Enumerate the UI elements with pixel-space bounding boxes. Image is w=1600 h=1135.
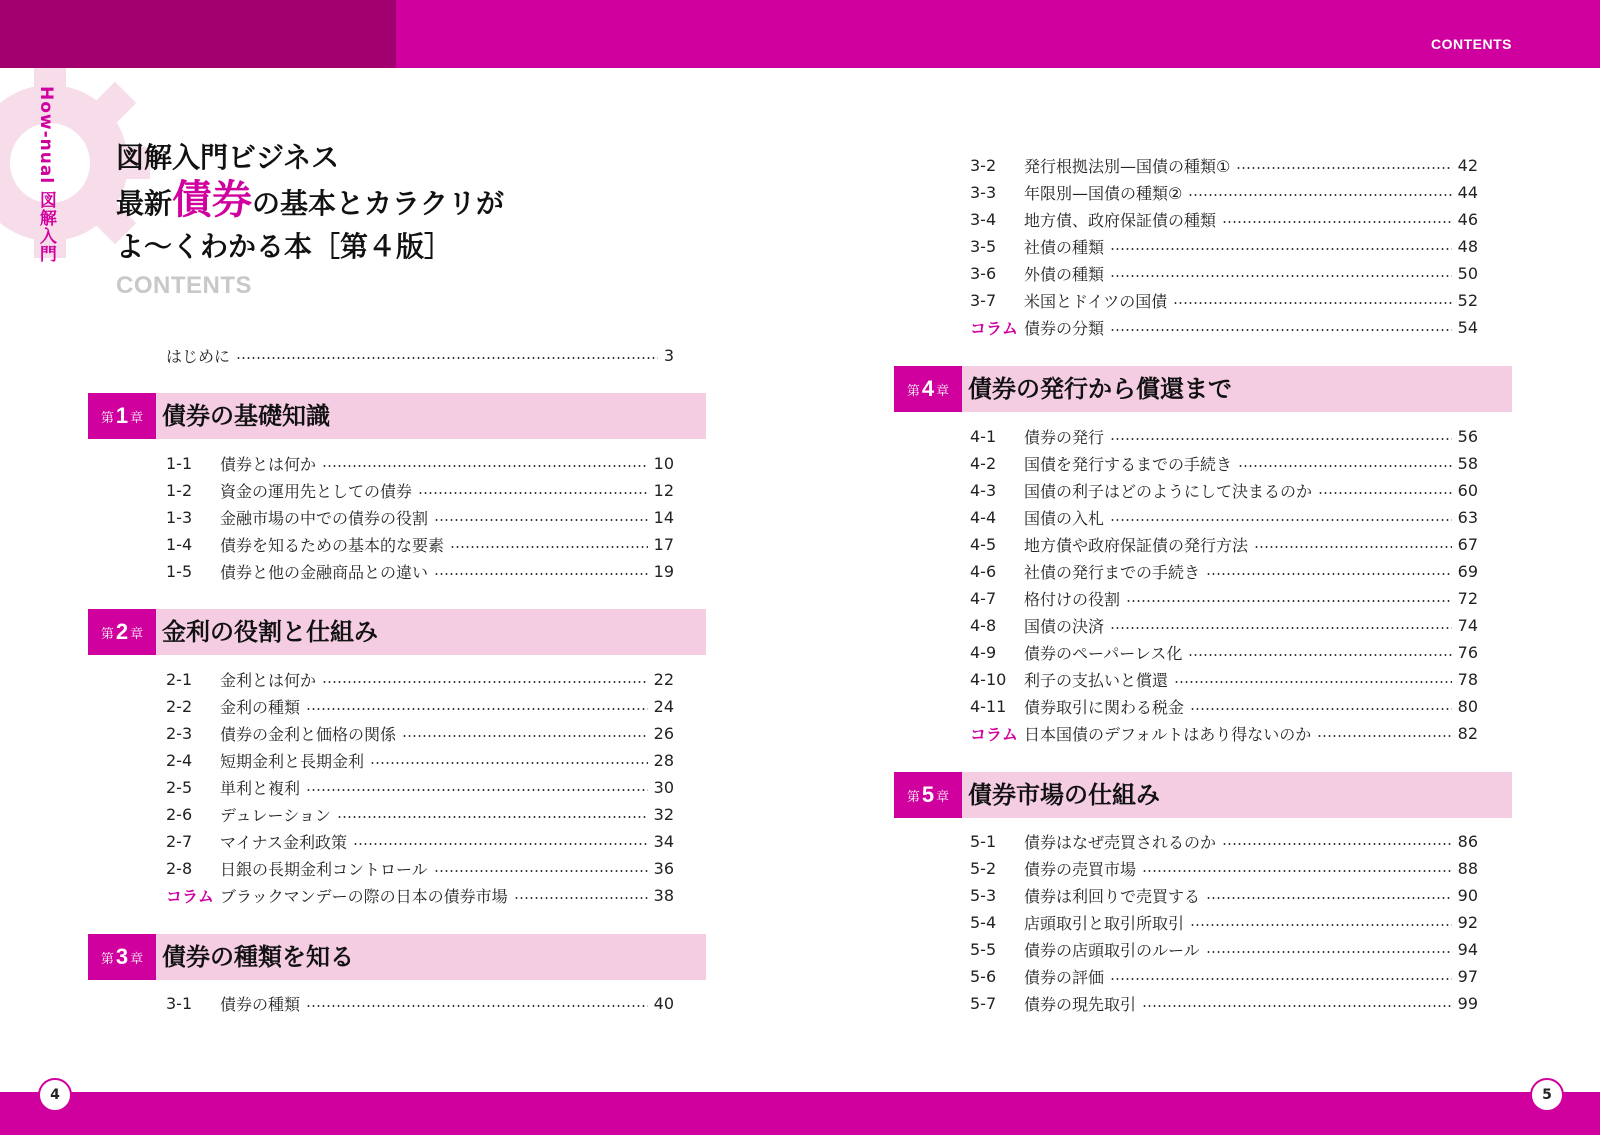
entry-page: 92: [1457, 913, 1478, 932]
toc-entry[interactable]: [970, 504, 1478, 531]
entry-page: 36: [653, 859, 674, 878]
leader-dots: [514, 897, 648, 899]
chapter-4-heading[interactable]: [894, 366, 1512, 412]
toc-column-entry[interactable]: [970, 720, 1478, 747]
entry-page: 19: [653, 562, 674, 581]
entry-number: 2-1: [166, 670, 193, 689]
chapter-number: 4: [921, 376, 935, 401]
chapter-suffix: 章: [936, 789, 950, 805]
leader-dots: [1222, 843, 1452, 845]
entry-number: 4-1: [970, 427, 997, 446]
chapter-badge: [88, 609, 156, 655]
entry-title: 地方債、政府保証債の種類: [1024, 211, 1217, 230]
leader-dots: [434, 573, 648, 575]
toc-entry[interactable]: [166, 747, 674, 774]
column-label: コラム: [970, 725, 1018, 744]
entry-page: 56: [1457, 427, 1478, 446]
leader-dots: [306, 1005, 648, 1007]
leader-dots: [1188, 194, 1451, 196]
leader-dots: [1110, 275, 1452, 277]
leader-dots: [322, 465, 648, 467]
leader-dots: [1174, 681, 1452, 683]
entry-number: 4-4: [970, 508, 997, 527]
entry-page: 88: [1457, 859, 1478, 878]
toc-entry[interactable]: [166, 450, 674, 477]
entry-title: 金融市場の中での債券の役割: [220, 509, 429, 528]
toc-entry[interactable]: [970, 963, 1478, 990]
entry-number: 1-2: [166, 481, 193, 500]
entry-title: 債券取引に関わる税金: [1024, 698, 1185, 717]
entry-page: 30: [653, 778, 674, 797]
entry-title: 社債の発行までの手続き: [1024, 563, 1201, 582]
entry-page: 97: [1457, 967, 1478, 986]
chapter-suffix: 章: [130, 626, 144, 642]
entry-number: 5-1: [970, 832, 997, 851]
entry-title: ブラックマンデーの際の日本の債券市場: [220, 887, 508, 906]
entry-title: 債券のペーパーレス化: [1024, 644, 1183, 663]
toc-intro-page: 3: [663, 346, 674, 365]
leader-dots: [1236, 167, 1451, 169]
chapter-title: 金利の役割と仕組み: [162, 618, 378, 646]
leader-dots: [370, 762, 648, 764]
book-title-accent: 債券: [172, 177, 253, 223]
entry-number: 2-5: [166, 778, 193, 797]
chapter-badge: [88, 393, 156, 439]
entry-page: 60: [1457, 481, 1478, 500]
leader-dots: [306, 708, 648, 710]
entry-page: 48: [1457, 237, 1478, 256]
chapter-suffix: 章: [130, 410, 144, 426]
chapter-title: 債券の発行から償還まで: [968, 375, 1232, 403]
leader-dots: [1206, 897, 1452, 899]
chapter-prefix: 第: [100, 626, 114, 642]
entry-title: 米国とドイツの国債: [1024, 292, 1168, 311]
entry-title: 利子の支払いと償還: [1024, 671, 1169, 690]
leader-dots: [1206, 573, 1452, 575]
toc-entry[interactable]: [166, 828, 674, 855]
entry-title: 外債の種類: [1024, 265, 1105, 284]
entry-title: 国債を発行するまでの手続き: [1024, 455, 1233, 474]
entry-number: 1-3: [166, 508, 193, 527]
entry-number: 1-5: [166, 562, 193, 581]
entry-title: 地方債や政府保証債の発行方法: [1024, 536, 1249, 555]
entry-number: 2-3: [166, 724, 193, 743]
chapter-prefix: 第: [100, 951, 114, 967]
toc-entry[interactable]: [166, 477, 674, 504]
entry-title: 債券はなぜ売買されるのか: [1024, 833, 1217, 852]
chapter-3-heading[interactable]: [88, 934, 706, 980]
entry-title: 債券と他の金融商品との違い: [220, 563, 429, 582]
entry-number: 4-8: [970, 616, 997, 635]
entry-page: 26: [653, 724, 674, 743]
chapter-title: 債券市場の仕組み: [968, 781, 1160, 809]
entry-title: 債券を知るための基本的な要素: [220, 536, 445, 555]
toc-entry[interactable]: [970, 531, 1478, 558]
column-label: コラム: [970, 319, 1018, 338]
entry-number: 3-2: [970, 156, 997, 175]
toc-entry[interactable]: [166, 774, 674, 801]
entry-page: 14: [653, 508, 674, 527]
leader-dots: [1190, 708, 1452, 710]
entry-page: 22: [653, 670, 674, 689]
toc-entry[interactable]: [166, 990, 674, 1017]
toc-entry[interactable]: [970, 828, 1478, 855]
entry-page: 67: [1457, 535, 1478, 554]
entry-number: 2-4: [166, 751, 193, 770]
toc-entry[interactable]: [970, 152, 1478, 179]
entry-number: 3-1: [166, 994, 193, 1013]
entry-number: 2-2: [166, 697, 193, 716]
toc-entry[interactable]: [970, 612, 1478, 639]
leader-dots: [1254, 546, 1452, 548]
chapter-number: 1: [115, 403, 129, 428]
chapter-badge: [88, 934, 156, 980]
entry-title: 年限別—国債の種類②: [1024, 184, 1183, 203]
toc-entry[interactable]: [970, 855, 1478, 882]
page-number-left: 4: [38, 1078, 72, 1112]
entry-page: 86: [1457, 832, 1478, 851]
leader-dots: [434, 519, 648, 521]
top-band-left: [0, 0, 396, 68]
entry-title: 金利とは何か: [220, 671, 317, 690]
entry-title: 資金の運用先としての債券: [220, 482, 413, 501]
entry-title: 債券の売買市場: [1024, 860, 1137, 879]
toc-entry[interactable]: [166, 666, 674, 693]
toc-entry[interactable]: [970, 287, 1478, 314]
entry-number: 5-7: [970, 994, 997, 1013]
entry-title: デュレーション: [220, 806, 331, 825]
entry-page: 17: [653, 535, 674, 554]
entry-title: 国債の決済: [1024, 617, 1105, 636]
entry-title: 債券の金利と価格の関係: [220, 725, 397, 744]
chapter-1-heading[interactable]: [88, 393, 706, 439]
entry-title: 債券の店頭取引のルール: [1024, 941, 1200, 960]
leader-dots: [1126, 600, 1452, 602]
toc-entry[interactable]: [166, 558, 674, 585]
entry-page: 28: [653, 751, 674, 770]
leader-dots: [434, 870, 648, 872]
entry-title: 債券の分類: [1024, 319, 1105, 338]
toc-entry[interactable]: [166, 801, 674, 828]
leader-dots: [1142, 870, 1452, 872]
leader-dots: [1222, 221, 1452, 223]
entry-page: 44: [1457, 183, 1478, 202]
toc-entry[interactable]: [970, 477, 1478, 504]
book-title: [116, 136, 504, 268]
book-title-line2: [116, 179, 504, 225]
toc-intro-title: はじめに: [166, 347, 231, 366]
entry-page: 76: [1457, 643, 1478, 662]
entry-page: 42: [1457, 156, 1478, 175]
leader-dots: [236, 357, 658, 359]
chapter-badge: [894, 772, 962, 818]
entry-title: 債券の種類: [220, 995, 301, 1014]
toc-entry[interactable]: [970, 585, 1478, 612]
chapter-prefix: 第: [906, 383, 920, 399]
column-label: コラム: [166, 887, 214, 906]
entry-number: 4-2: [970, 454, 997, 473]
entry-page: 58: [1457, 454, 1478, 473]
leader-dots: [322, 681, 648, 683]
toc-entry[interactable]: [166, 720, 674, 747]
leader-dots: [1142, 1005, 1452, 1007]
entry-title: 債券の現先取引: [1024, 995, 1137, 1014]
chapter-number: 5: [921, 782, 935, 807]
entry-number: 1-1: [166, 454, 193, 473]
entry-page: 10: [653, 454, 674, 473]
entry-page: 78: [1457, 670, 1478, 689]
entry-page: 72: [1457, 589, 1478, 608]
leader-dots: [1173, 302, 1451, 304]
entry-number: 4-7: [970, 589, 997, 608]
toc-entry[interactable]: [970, 233, 1478, 260]
entry-title: 債券とは何か: [220, 455, 317, 474]
entry-page: 34: [653, 832, 674, 851]
entry-number: 4-11: [970, 697, 1007, 716]
leader-dots: [1206, 951, 1452, 953]
entry-page: 82: [1457, 724, 1478, 743]
entry-number: 4-6: [970, 562, 997, 581]
entry-page: 99: [1457, 994, 1478, 1013]
entry-number: 5-5: [970, 940, 997, 959]
series-label: How-nual 図解入門: [35, 86, 56, 264]
entry-number: 3-7: [970, 291, 997, 310]
toc-column-entry[interactable]: [166, 882, 674, 909]
toc-entry[interactable]: [166, 504, 674, 531]
leader-dots: [1110, 329, 1452, 331]
entry-number: 5-4: [970, 913, 997, 932]
entry-title: 債券は利回りで売買する: [1024, 887, 1201, 906]
toc-entry[interactable]: [970, 450, 1478, 477]
entry-title: 単利と複利: [220, 779, 301, 798]
leader-dots: [1110, 627, 1452, 629]
toc-entry[interactable]: [970, 639, 1478, 666]
entry-page: 40: [653, 994, 674, 1013]
entry-title: 国債の利子はどのようにして決まるのか: [1024, 482, 1313, 501]
toc-entry[interactable]: [970, 179, 1478, 206]
entry-number: 5-2: [970, 859, 997, 878]
entry-page: 12: [653, 481, 674, 500]
toc-entry[interactable]: [970, 206, 1478, 233]
chapter-number: 2: [115, 619, 129, 644]
leader-dots: [1318, 492, 1452, 494]
toc-entry[interactable]: [970, 936, 1478, 963]
page-number-right: 5: [1530, 1078, 1564, 1112]
entry-page: 38: [653, 886, 674, 905]
entry-number: 1-4: [166, 535, 193, 554]
bottom-band: [0, 1092, 1600, 1135]
entry-page: 46: [1457, 210, 1478, 229]
toc-intro[interactable]: [166, 342, 674, 369]
leader-dots: [1317, 735, 1451, 737]
chapter-title: 債券の種類を知る: [162, 943, 354, 971]
leader-dots: [306, 789, 648, 791]
book-title-line3: よ〜くわかる本［第４版］: [116, 230, 453, 263]
toc-entry[interactable]: [166, 693, 674, 720]
toc-entry[interactable]: [970, 693, 1478, 720]
entry-number: 5-3: [970, 886, 997, 905]
entry-number: 3-6: [970, 264, 997, 283]
toc-entry[interactable]: [970, 990, 1478, 1017]
entry-page: 54: [1457, 318, 1478, 337]
entry-number: 3-3: [970, 183, 997, 202]
chapter-suffix: 章: [936, 383, 950, 399]
leader-dots: [1110, 978, 1452, 980]
top-band-right: [396, 0, 1600, 68]
entry-page: 69: [1457, 562, 1478, 581]
leader-dots: [1190, 924, 1452, 926]
chapter-prefix: 第: [906, 789, 920, 805]
toc-entry[interactable]: [166, 855, 674, 882]
leader-dots: [450, 546, 648, 548]
entry-page: 50: [1457, 264, 1478, 283]
toc-entry[interactable]: [970, 882, 1478, 909]
entry-title: 短期金利と長期金利: [220, 752, 365, 771]
chapter-suffix: 章: [130, 951, 144, 967]
toc-column-entry[interactable]: [970, 314, 1478, 341]
toc-entry[interactable]: [970, 423, 1478, 450]
leader-dots: [337, 816, 648, 818]
entry-page: 32: [653, 805, 674, 824]
entry-title: 債券の評価: [1024, 968, 1105, 987]
entry-page: 24: [653, 697, 674, 716]
entry-page: 63: [1457, 508, 1478, 527]
chapter-2-heading[interactable]: [88, 609, 706, 655]
entry-page: 74: [1457, 616, 1478, 635]
chapter-title: 債券の基礎知識: [162, 402, 330, 430]
entry-title: 国債の入札: [1024, 509, 1105, 528]
toc-entry[interactable]: [970, 558, 1478, 585]
entry-page: 52: [1457, 291, 1478, 310]
entry-number: 2-7: [166, 832, 193, 851]
book-title-line2-pre: 最新: [116, 187, 173, 220]
chapter-5-heading[interactable]: [894, 772, 1512, 818]
entry-title: 債券の発行: [1024, 428, 1105, 447]
leader-dots: [1188, 654, 1451, 656]
entry-title: 発行根拠法別—国債の種類①: [1024, 157, 1231, 176]
toc-entry[interactable]: [970, 666, 1478, 693]
entry-number: 2-6: [166, 805, 193, 824]
entry-title: 金利の種類: [220, 698, 301, 717]
entry-title: 日銀の長期金利コントロール: [220, 860, 428, 879]
leader-dots: [1238, 465, 1452, 467]
entry-page: 90: [1457, 886, 1478, 905]
toc-entry[interactable]: [970, 260, 1478, 287]
toc-entry[interactable]: [970, 909, 1478, 936]
book-subtitle: CONTENTS: [116, 272, 252, 299]
chapter-badge: [894, 366, 962, 412]
entry-number: 4-9: [970, 643, 997, 662]
entry-number: 4-5: [970, 535, 997, 554]
entry-page: 80: [1457, 697, 1478, 716]
book-title-line2-post: の基本とカラクリが: [252, 187, 505, 220]
book-title-line1: 図解入門ビジネス: [116, 141, 340, 174]
leader-dots: [1110, 519, 1452, 521]
entry-title: 日本国債のデフォルトはあり得ないのか: [1024, 725, 1312, 744]
leader-dots: [1110, 248, 1452, 250]
leader-dots: [418, 492, 648, 494]
entry-title: 格付けの役割: [1024, 590, 1121, 609]
running-head: CONTENTS: [1431, 36, 1512, 52]
entry-number: 2-8: [166, 859, 193, 878]
entry-page: 94: [1457, 940, 1478, 959]
entry-number: 3-5: [970, 237, 997, 256]
entry-title: 社債の種類: [1024, 238, 1105, 257]
chapter-number: 3: [115, 944, 129, 969]
leader-dots: [402, 735, 648, 737]
entry-number: 4-3: [970, 481, 997, 500]
leader-dots: [1110, 438, 1452, 440]
entry-title: マイナス金利政策: [220, 833, 348, 852]
chapter-prefix: 第: [100, 410, 114, 426]
entry-title: 店頭取引と取引所取引: [1024, 914, 1185, 933]
entry-number: 5-6: [970, 967, 997, 986]
leader-dots: [353, 843, 648, 845]
entry-number: 3-4: [970, 210, 997, 229]
entry-number: 4-10: [970, 670, 1007, 689]
toc-entry[interactable]: [166, 531, 674, 558]
